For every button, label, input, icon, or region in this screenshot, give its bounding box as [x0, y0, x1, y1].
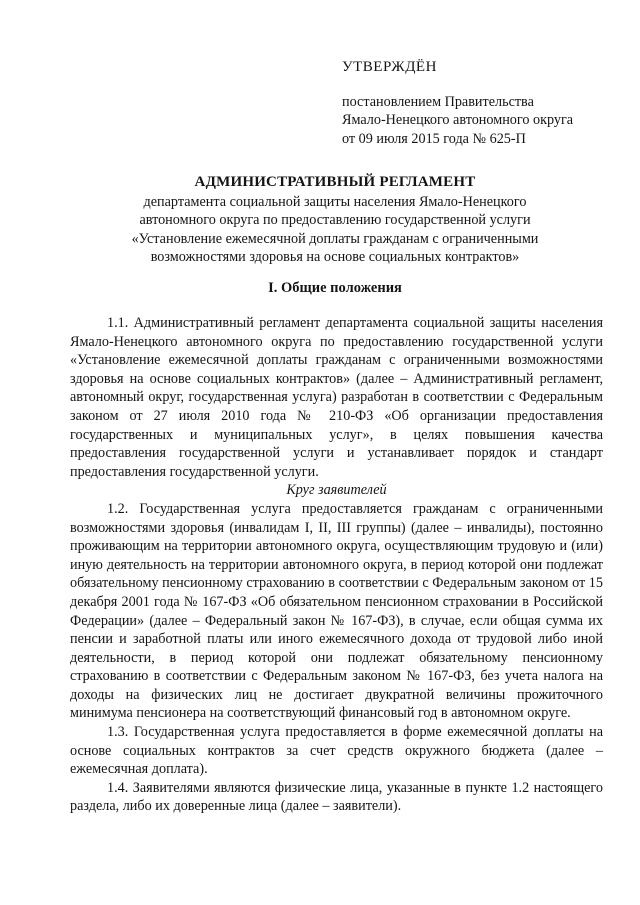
- document-title-block: [70, 173, 600, 267]
- approval-line-1: постановлением Правительства: [342, 93, 534, 110]
- paragraph-1-2: 1.2. Государственная услуга предоставляется гражданам с ограниченными возможностями здоровья (инвалидам I, II, III группы) (далее – инвалиды), постоянно проживающим на территории автономного округа, осуществляющим трудовую и (или) иную деятельность на территории автономного округа, в период которой они подлежат обязательному пенсионному страхованию в соответствии с Федеральным законом от 15 декабря 2001 года № 167-ФЗ «Об обязательном пенсионном страховании в Российской Федерации» (далее – Федеральный закон № 167-ФЗ), в случае, если общая сумма их пенсии и заработной платы или иного ежемесячного дохода от трудовой либо иной деятельности, в период которой они подлежат обязательному пенсионному страхованию в соответствии с Федеральным законом № 167-ФЗ, без учета налога на доходы на физических лиц не достигает двукратной величины прожиточного минимума пенсионера на соответствующий финансовый год в автономном округе.: [70, 500, 603, 722]
- paragraph-1-3: 1.3. Государственная услуга предоставляется в форме ежемесячной доплаты на основе социальных контрактов за счет средств окружного бюджета (далее – ежемесячная доплата).: [70, 724, 603, 778]
- subsection-heading: Круг заявителей: [286, 482, 387, 499]
- document-subtitle-line-4: возможностями здоровья на основе социальных контрактов»: [150, 249, 520, 266]
- section-heading: I. Общие положения: [268, 280, 402, 296]
- approval-line-2: Ямало-Ненецкого автономного округа: [342, 112, 574, 129]
- document-subtitle-line-2: автономного округа по предоставлению государственной услуги: [139, 212, 531, 229]
- approval-line-3: от 09 июля 2015 года № 625-П: [342, 130, 526, 147]
- approval-block: [342, 58, 612, 148]
- document-subtitle-line-1: департамента социальной защиты населения Ямало-Ненецкого: [143, 194, 527, 210]
- document-title: АДМИНИСТРАТИВНЫЙ РЕГЛАМЕНТ: [194, 174, 476, 190]
- section-body: [70, 314, 603, 816]
- document-subtitle-line-3: «Установление ежемесячной доплаты гражданам с ограниченными: [131, 230, 539, 247]
- paragraph-1-4: 1.4. Заявителями являются физические лица, указанные в пункте 1.2 настоящего раздела, либо их доверенные лица (далее – заявители).: [70, 779, 603, 815]
- paragraph-1-1: 1.1. Административный регламент департамента социальной защиты населения Ямало-Ненецкого автономного округа по предоставлению государственной услуги «Установление ежемесячной доплаты гражданам с ограниченными возможностями здоровья на основе социальных контрактов» (далее – Административный регламент, автономный округ, государственная услуга) разработан в соответствии с Федеральным законом от 27 июля 2010 года № 210-ФЗ «Об организации предоставления государственных и муниципальных услуг», в целях повышения качества предоставления государственной услуги и устанавливает порядок и стандарт предоставления государственной услуги.: [70, 315, 603, 480]
- approval-title: УТВЕРЖДЁН: [342, 59, 437, 75]
